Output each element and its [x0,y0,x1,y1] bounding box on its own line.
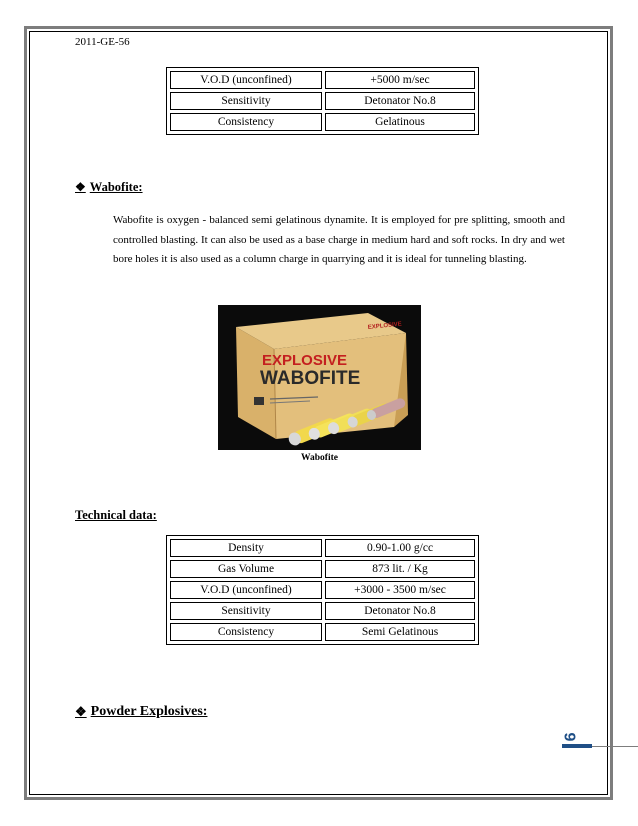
page-number-line [592,746,638,747]
table-row [170,602,475,620]
page-number-bar [562,744,592,748]
table-cell: V.O.D (unconfined) [170,71,322,89]
table-cell: Density [170,539,322,557]
table-cell: Gas Volume [170,560,322,578]
table-cell: Gelatinous [325,113,475,131]
table-cell: Detonator No.8 [325,602,475,620]
photo-caption: Wabofite [301,453,338,463]
diamond-bullet-icon: ❖ [75,704,87,719]
page-number: 9 [560,732,578,742]
explosive-box-illustration [218,305,421,450]
table-row [170,623,475,641]
document-header: 2011-GE-56 [75,36,130,48]
table-cell: Sensitivity [170,602,322,620]
box-wabofite-label: WABOFITE [260,368,361,389]
table-row [170,560,475,578]
table-row [170,581,475,599]
table-cell: Semi Gelatinous [325,623,475,641]
table-cell: Sensitivity [170,92,322,110]
technical-data-heading: Technical data: [75,508,157,522]
properties-table [166,67,479,135]
box-explosive-label: EXPLOSIVE [262,352,348,369]
section-title: Wabofite: [89,180,143,194]
table-cell: Consistency [170,113,322,131]
table-row [170,539,475,557]
technical-data-table [166,535,479,645]
powder-explosives-heading [75,704,207,720]
table-cell: 873 lit. / Kg [325,560,475,578]
box-top-label: EXPLOSIVE [367,321,403,331]
wabofite-heading [75,180,143,195]
table-cell: Detonator No.8 [325,92,475,110]
diamond-bullet-icon: ❖ [75,180,86,194]
wabofite-photo [218,305,421,450]
section-title: Powder Explosives: [90,704,208,719]
table-cell: V.O.D (unconfined) [170,581,322,599]
table-cell: 0.90-1.00 g/cc [325,539,475,557]
table-row [170,113,475,131]
table-cell: +3000 - 3500 m/sec [325,581,475,599]
table-row [170,92,475,110]
table-cell: +5000 m/sec [325,71,475,89]
table-row [170,71,475,89]
table-cell: Consistency [170,623,322,641]
wabofite-paragraph: Wabofite is oxygen - balanced semi gelatinous dynamite. It is employed for pre splitting, smooth and controlled blasting. It can also be used as a base charge in medium hard and soft rocks. In dry and wet bore holes it is also used as a column charge in quarrying and it is ideal for tunneling blasting. [113,214,565,265]
